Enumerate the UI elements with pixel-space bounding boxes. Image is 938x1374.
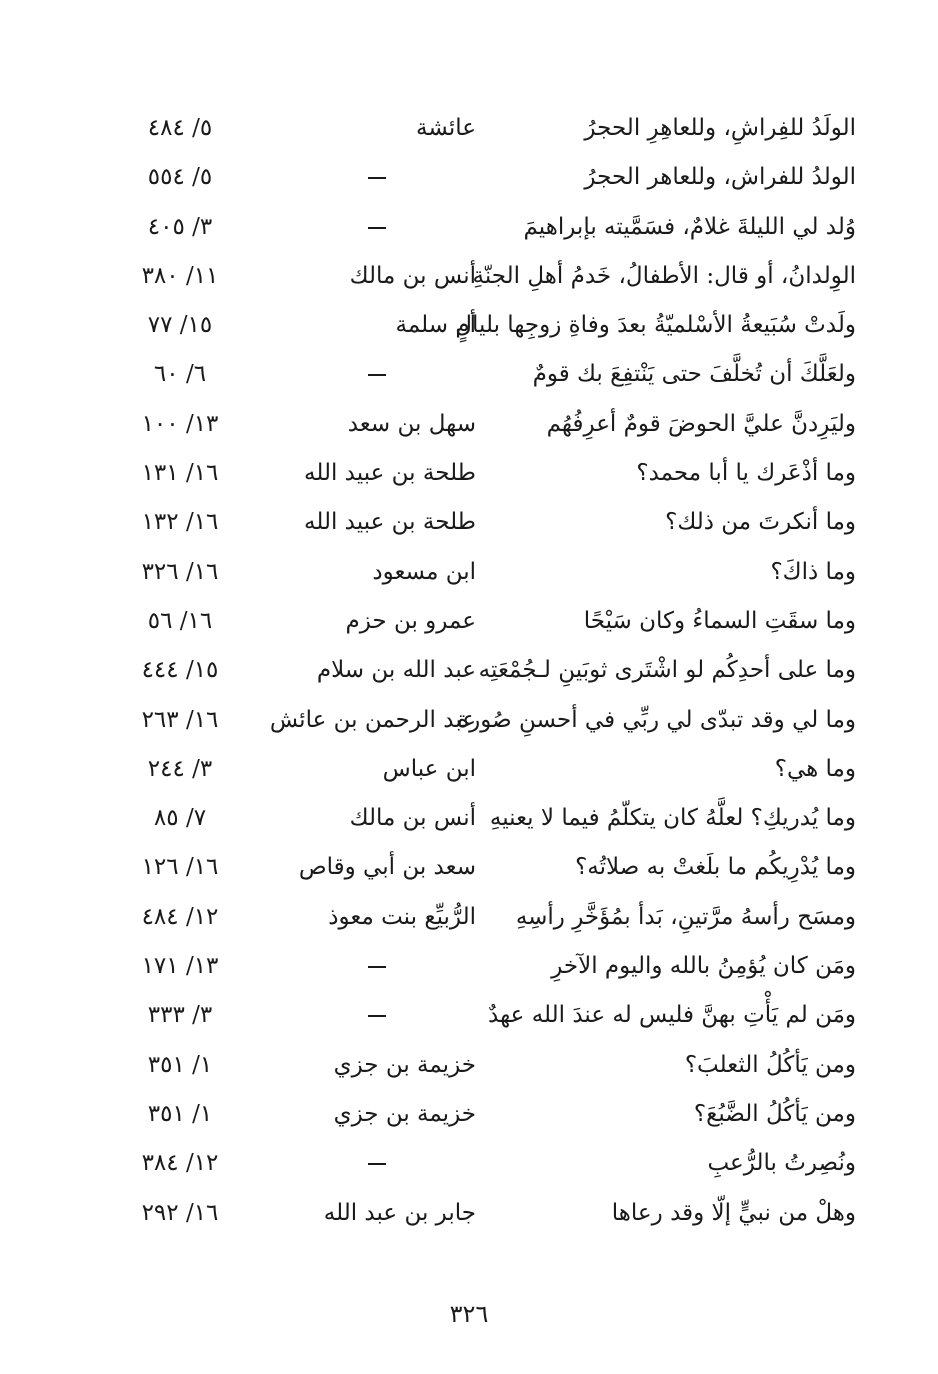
index-row [100, 745, 868, 794]
hadith-index-table [100, 104, 868, 1238]
narrator-name: خزيمة بن جزي [333, 1051, 476, 1078]
hadith-text: وليَرِدنَّ عليَّ الحوضَ قومٌ أعرِفُهُم [546, 410, 856, 437]
narrator-name: عبد الرحمن بن عائش [269, 706, 476, 733]
page-number: ٣٢٦ [449, 1300, 489, 1328]
volume-page-reference: ٥/ ٤٨٤ [147, 115, 213, 141]
volume-page-reference: ١٦/ ٣٢٦ [141, 558, 219, 585]
index-row [100, 1139, 868, 1188]
no-narrator-dash [368, 1015, 386, 1017]
volume-page-reference: ١٣/ ١٠٠ [141, 410, 219, 437]
narrator-name: ابن عباس [382, 755, 476, 782]
hadith-text: ومسَح رأسهُ مرَّتينِ، بَدأ بمُؤَخَّرِ رأسِهِ [515, 903, 856, 930]
volume-page-reference: ٦/ ٦٠ [153, 361, 207, 388]
narrator-name: سعد بن أبي وقاص [298, 854, 476, 881]
index-row [100, 597, 868, 646]
index-row [100, 548, 868, 597]
index-row [100, 696, 868, 745]
no-narrator-dash [368, 374, 386, 376]
index-row [100, 203, 868, 252]
volume-page-reference: ٥/ ٥٥٤ [147, 164, 213, 191]
volume-page-reference: ١٢/ ٣٨٤ [141, 1150, 219, 1177]
hadith-text: وما لي وقد تبدّى لي ربِّي في أحسنِ صُورة [457, 706, 856, 733]
narrator-name [276, 1139, 476, 1188]
hadith-text: الولدُ للفراش، وللعاهر الحجرُ [584, 164, 856, 191]
hadith-text: الولَدُ للفِراشِ، وللعاهِرِ الحجرُ [584, 115, 856, 141]
index-row [100, 1090, 868, 1139]
narrator-name [276, 942, 476, 991]
hadith-text: الوِلدانُ، أو قال: الأطفالُ، خَدمُ أهلِ الجنّةِ [472, 262, 856, 289]
narrator-name: طلحة بن عبيد الله [304, 460, 476, 487]
narrator-name: عائشة [416, 115, 476, 141]
index-row [100, 498, 868, 547]
index-row [100, 449, 868, 498]
volume-page-reference: ١٥/ ٤٤٤ [141, 657, 219, 684]
narrator-name: سهل بن سعد [347, 410, 476, 437]
hadith-text: وُلد لي الليلةَ غلامٌ، فسَمَّيته بإبراهيمَ [523, 213, 856, 240]
hadith-text: ومَن لم يَأْتِ بهنَّ فليس له عندَ الله عهدٌ [488, 1002, 856, 1029]
hadith-text: وما يُدريكِ؟ لعلَّهُ كان يتكلّمُ فيما لا يعنيهِ [489, 805, 856, 832]
narrator-name: ابن مسعود [372, 558, 476, 585]
volume-page-reference: ١٢/ ٤٨٤ [141, 903, 219, 930]
volume-page-reference: ١٣/ ١٧١ [141, 953, 219, 980]
hadith-text: وما هي؟ [774, 755, 856, 782]
hadith-text: ومن يَأكُلُ الثعلبَ؟ [684, 1051, 856, 1078]
index-row [100, 104, 868, 153]
hadith-text: ومَن كان يُؤمِنُ بالله واليوم الآخرِ [551, 953, 856, 980]
index-row [100, 153, 868, 202]
hadith-text: وهلْ من نبيٍّ إلّا وقد رعاها [611, 1199, 856, 1226]
hadith-text: وما يُدْرِيكُم ما بلَغتْ به صلاتُه؟ [575, 854, 856, 881]
narrator-name: الرُّبيِّع بنت معوذ [328, 903, 476, 930]
hadith-text: وما ذاكَ؟ [770, 558, 856, 585]
volume-page-reference: ١٦/ ٥٦ [147, 607, 213, 634]
volume-page-reference: ٣/ ٤٠٥ [147, 213, 213, 240]
no-narrator-dash [368, 966, 386, 968]
hadith-text: ونُصِرتُ بالرُّعبِ [707, 1150, 856, 1177]
volume-page-reference: ١٦/ ١٢٦ [141, 854, 219, 881]
index-row [100, 1041, 868, 1090]
narrator-name [276, 350, 476, 399]
hadith-text: وما أذْعَرك يا أبا محمد؟ [636, 460, 856, 487]
volume-page-reference: ٣/ ٢٤٤ [147, 755, 213, 782]
narrator-name: أم سلمة [395, 312, 476, 339]
index-row [100, 843, 868, 892]
index-row [100, 942, 868, 991]
index-row [100, 301, 868, 350]
hadith-text: ومن يَأكُلُ الضَّبُعَ؟ [693, 1100, 856, 1127]
narrator-name: خزيمة بن جزي [333, 1100, 476, 1127]
no-narrator-dash [368, 177, 386, 179]
narrator-name: عمرو بن حزم [345, 607, 476, 634]
index-row [100, 794, 868, 843]
index-row [100, 1189, 868, 1238]
volume-page-reference: ١٦/ ١٣١ [141, 460, 219, 487]
volume-page-reference: ١٦/ ٢٦٣ [141, 706, 219, 733]
narrator-name [276, 153, 476, 202]
hadith-text: ولَدتْ سُبَيعةُ الأسْلميّةُ بعدَ وفاةِ زوجِها بليالٍ [455, 312, 856, 339]
no-narrator-dash [368, 227, 386, 229]
volume-page-reference: ١٥/ ٧٧ [147, 312, 213, 339]
narrator-name [276, 991, 476, 1040]
volume-page-reference: ٧/ ٨٥ [153, 805, 207, 832]
narrator-name: عبد الله بن سلام [316, 657, 476, 684]
hadith-text: ولعَلَّكَ أن تُخلَّفَ حتى يَنْتفِعَ بك قومٌ [532, 361, 856, 388]
volume-page-reference: ١/ ٣٥١ [147, 1051, 213, 1078]
index-row [100, 252, 868, 301]
index-row [100, 646, 868, 695]
no-narrator-dash [368, 1163, 386, 1165]
narrator-name: أنس بن مالك [349, 805, 476, 832]
index-row [100, 350, 868, 399]
hadith-text: وما سقَتِ السماءُ وكان سَيْحًا [583, 607, 856, 634]
narrator-name [276, 203, 476, 252]
narrator-name: أنس بن مالك [349, 262, 476, 289]
volume-page-reference: ١١/ ٣٨٠ [141, 262, 219, 289]
hadith-text: وما على أحدِكُم لو اشْتَرى ثوبَينِ لـجُمْعَتِه [478, 657, 856, 684]
volume-page-reference: ٣/ ٣٣٣ [147, 1002, 213, 1029]
volume-page-reference: ١٦/ ١٣٢ [141, 509, 219, 536]
index-row [100, 991, 868, 1040]
narrator-name: طلحة بن عبيد الله [304, 509, 476, 536]
index-row [100, 893, 868, 942]
volume-page-reference: ١/ ٣٥١ [147, 1100, 213, 1127]
index-row [100, 400, 868, 449]
volume-page-reference: ١٦/ ٢٩٢ [141, 1199, 219, 1226]
hadith-text: وما أنكرتَ من ذلك؟ [665, 509, 856, 536]
narrator-name: جابر بن عبد الله [323, 1199, 476, 1226]
